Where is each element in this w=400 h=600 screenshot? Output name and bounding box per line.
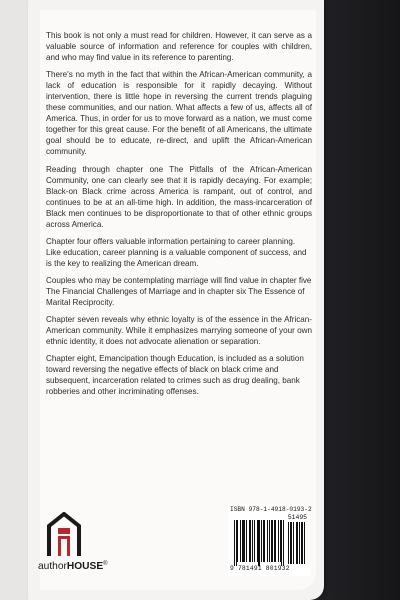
blurb-paragraph-7: Chapter eight, Emancipation though Education, is included as a solution toward reversing the negative effects of black on black crime and subsequent, incarceration related to crimes such as drug dealing, bank robberies and other incriminating offenses. xyxy=(46,354,304,397)
text-panel-inner xyxy=(40,10,316,590)
publisher-name-part1: author xyxy=(38,561,67,572)
blurb-paragraph-5: Couples who may be contemplating marriage will find value in chapter five The Financial Challenges of Marriage and in chapter six The Essence of Marital Reciprocity. xyxy=(46,275,312,308)
publisher-logo xyxy=(38,512,108,582)
blurb-paragraph-4: Chapter four offers valuable information pertaining to career planning. Like education, career planning is a valuable component of success, and is the key to realizing the American dream. xyxy=(46,236,307,268)
barcode-box xyxy=(228,504,310,576)
registered-mark: ® xyxy=(103,561,108,567)
isbn-label: ISBN 978-1-4918-0193-2 xyxy=(230,506,312,513)
blurb-paragraph-2: There's no myth in the fact that within the African-American community, a lack of education is responsible for it rapidly decaying. Without intervention, there is little hope in reversing the current trends plaguing these communities, and our nation. What affects a few of us, affects all of America. Thus, in order for us to move forward as a nation, we must come together for this great cause. For the benefit of all Americans, the ultimate goal should be to educate, re-direct, and uplift the African-American community. xyxy=(46,70,312,157)
publisher-name-part2: HOUSE xyxy=(66,561,104,572)
ean-barcode xyxy=(234,520,286,566)
publisher-wordmark xyxy=(38,561,108,572)
barcode-digits: 9 781491 801932 xyxy=(230,565,290,572)
blurb-text xyxy=(46,30,312,403)
tower-logo-icon xyxy=(46,512,82,556)
blurb-paragraph-3: Reading through chapter one The Pitfalls of the African-American Community, one can clearly see that it is rapidly decaying. For example; Black-on Black crime across America is rampant, out of control, and continues to be at an all-time high. In addition, the mass-incarceration of Black men continues to be disproportionate to that of other ethnic groups across America. xyxy=(46,164,312,229)
blurb-paragraph-1: This book is not only a must read for children. However, it can serve as a valuable source of information and reference for couples with children, and who may find value in its reference to parenting. xyxy=(46,31,312,63)
addon-barcode xyxy=(288,522,306,564)
price-code: 51495 xyxy=(287,514,307,521)
blurb-paragraph-6: Chapter seven reveals why ethnic loyalty is of the essence in the African-American community. While it emphasizes marrying someone of your own ethnic identity, it does not advocate alienation or separation. xyxy=(46,315,312,347)
